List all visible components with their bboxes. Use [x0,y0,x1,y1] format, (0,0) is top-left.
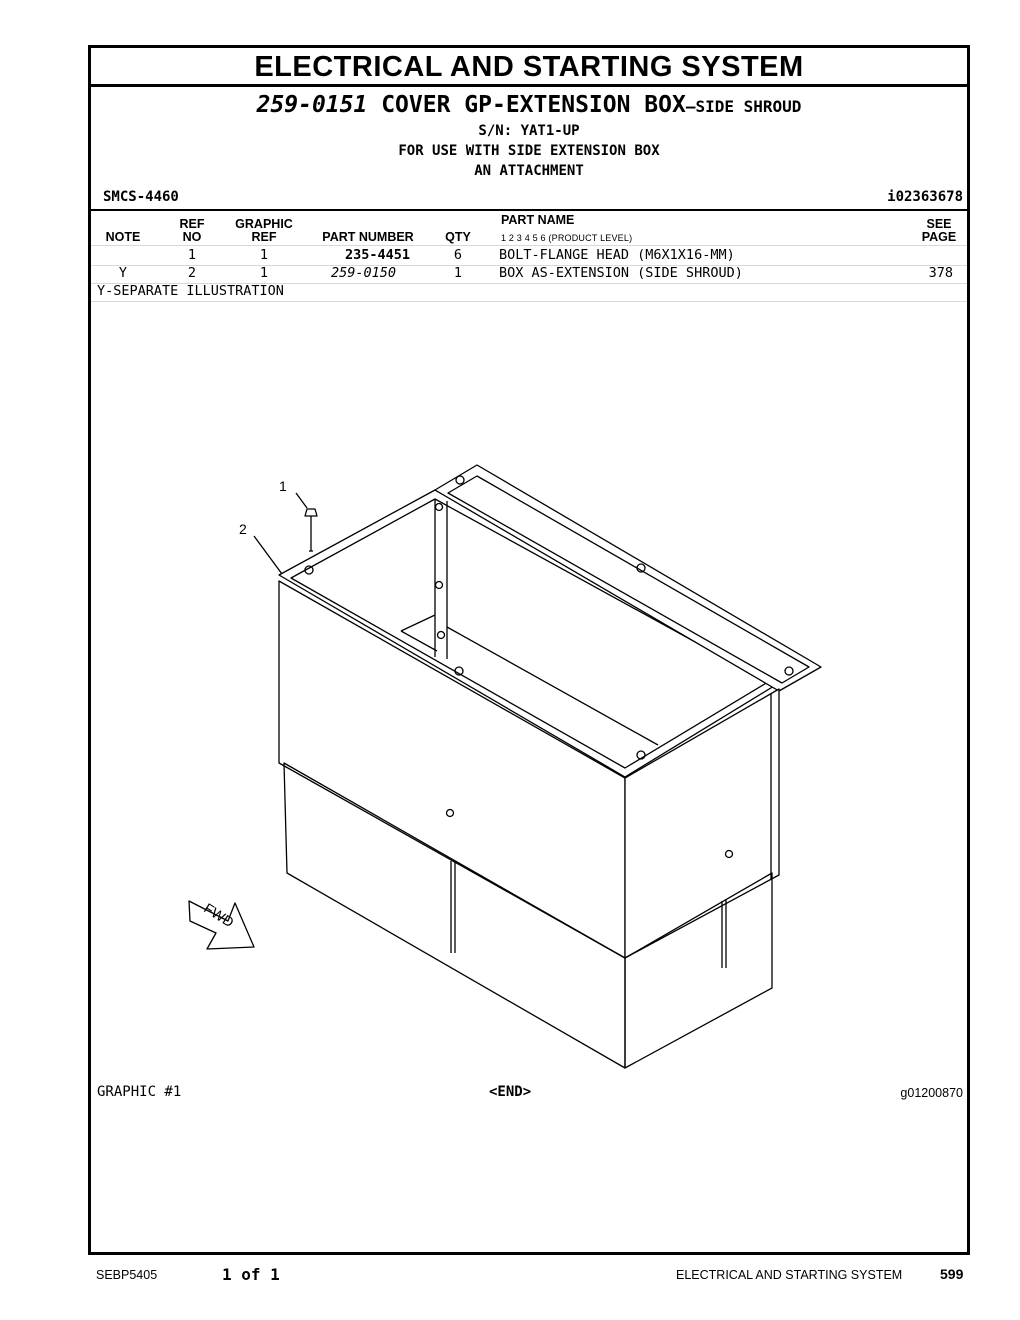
graphic-id: g01200870 [900,1086,963,1100]
group-name: COVER GP-EXTENSION BOX [381,92,686,118]
footnote-divider [91,301,967,302]
cell-part-name: BOLT-FLANGE HEAD (M6X1X16-MM) [499,247,735,263]
page-title: ELECTRICAL AND STARTING SYSTEM [91,48,967,87]
footer-section: ELECTRICAL AND STARTING SYSTEM [676,1268,903,1282]
col-see-page-line1: SEE [926,217,952,231]
col-graphic-ref-line2: REF [251,230,277,244]
footer-page-count: 1 of 1 [222,1265,280,1284]
cell-qty: 1 [453,265,463,281]
col-see-page-line2: PAGE [921,230,957,244]
footnote: Y-SEPARATE ILLUSTRATION [97,283,284,299]
cell-part-name: BOX AS-EXTENSION (SIDE SHROUD) [499,265,743,281]
graphic-label: GRAPHIC #1 [97,1084,182,1100]
header-divider [91,209,967,211]
col-ref-no-line2: NO [182,230,202,244]
col-note: NOTE [105,230,141,244]
col-product-level: 1 2 3 4 5 6 (PRODUCT LEVEL) [501,233,633,243]
page-frame [88,45,970,1255]
footer-page-number: 599 [940,1266,964,1282]
table-row [91,264,967,284]
cell-see-page[interactable]: 378 [928,265,953,281]
callout-1: 1 [279,478,287,494]
cell-ref-no: 1 [187,247,197,263]
cell-graphic-ref: 1 [259,265,269,281]
col-ref-no-line1: REF [179,217,205,231]
col-see-page [911,218,967,244]
usage-line-2: AN ATTACHMENT [474,163,584,179]
col-qty: QTY [445,230,471,244]
end-marker: <END> [489,1084,532,1100]
col-graphic-ref-line1: GRAPHIC [235,217,293,231]
group-suffix: —SIDE SHROUD [685,97,802,116]
exploded-view-drawing [91,303,967,1083]
cell-part-number[interactable]: 259-0150 [331,265,397,281]
cell-ref-no: 2 [187,265,197,281]
fwd-label: FWD [201,899,237,931]
footer-doc-number: SEBP5405 [96,1268,158,1282]
group-heading [91,92,967,118]
cell-qty: 6 [453,247,463,263]
col-ref-no [169,218,215,244]
smcs-code: SMCS-4460 [103,189,179,205]
cell-part-number[interactable]: 235-4451 [345,247,411,263]
cell-note: Y [118,265,128,281]
col-part-number: PART NUMBER [322,230,414,244]
col-graphic-ref [229,218,299,244]
table-row [91,245,967,266]
illustration-id: i02363678 [887,189,963,205]
group-part-number[interactable]: 259-0151 [256,92,368,118]
serial-range: S/N: YAT1-UP [478,123,580,139]
cell-graphic-ref: 1 [259,247,269,263]
usage-line-1: FOR USE WITH SIDE EXTENSION BOX [398,143,660,159]
callout-2: 2 [239,521,247,537]
col-part-name: PART NAME [501,213,575,227]
